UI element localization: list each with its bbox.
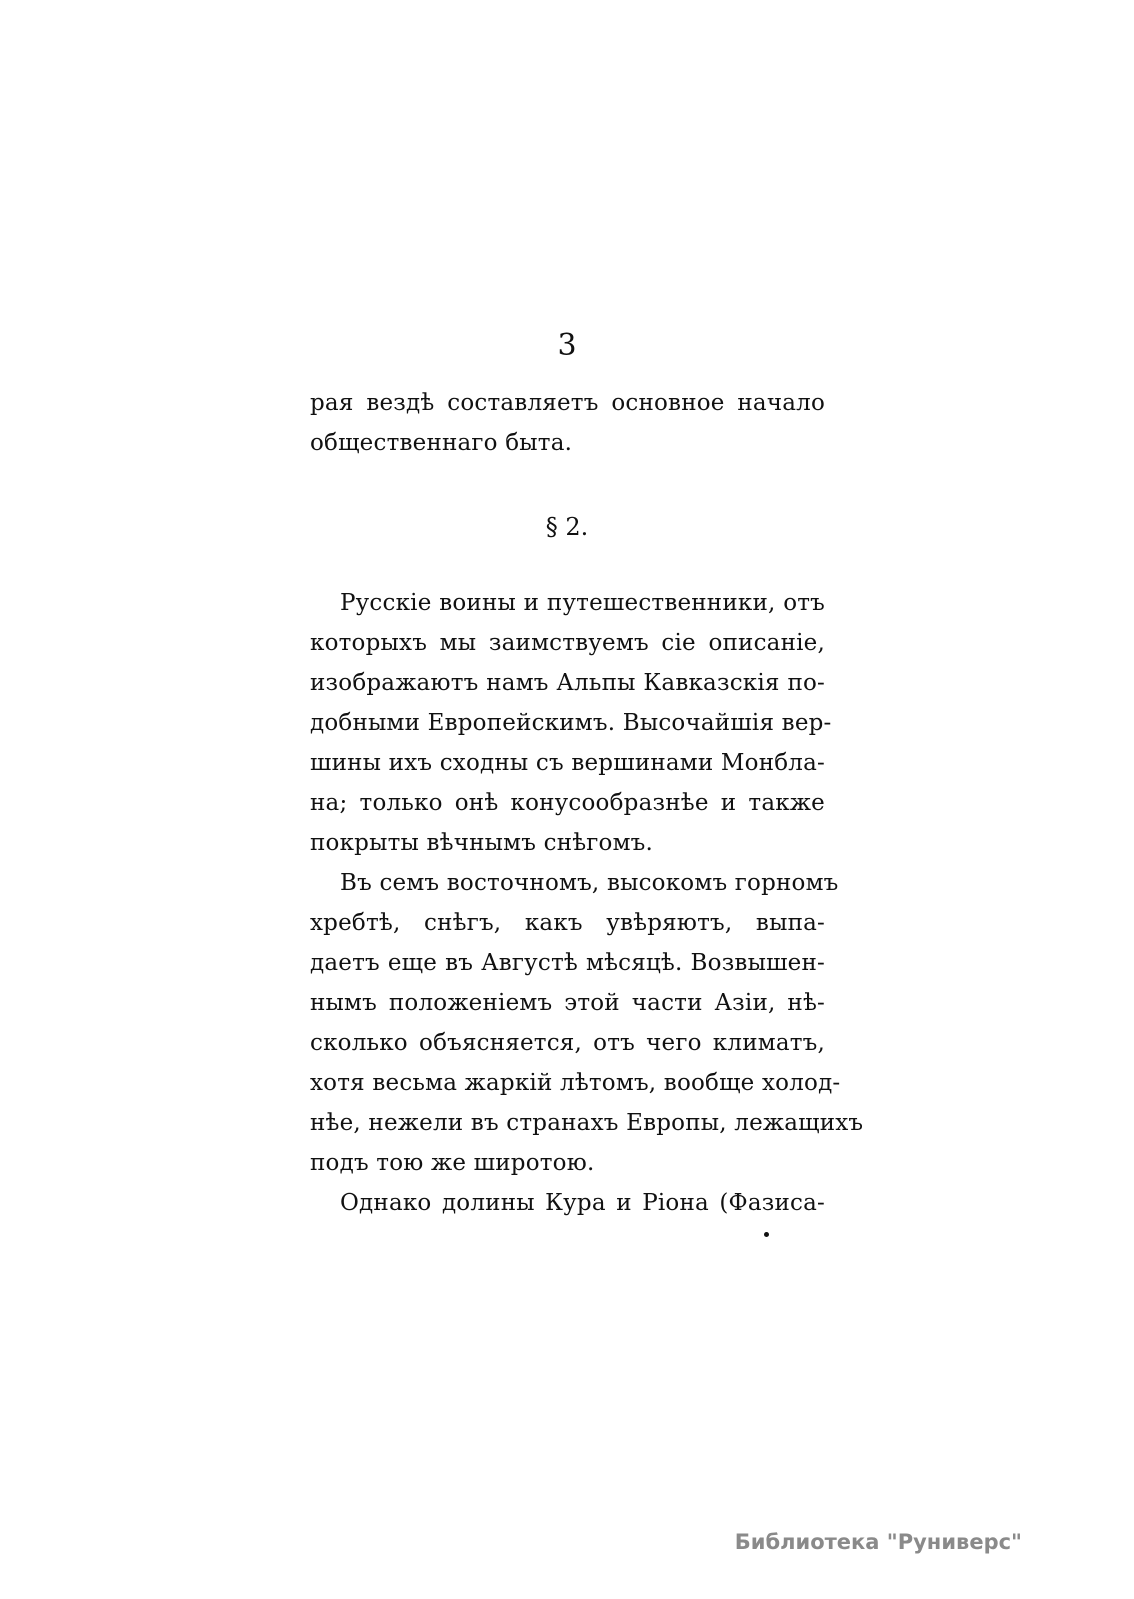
- paragraph-2-line-5: сколько объясняется, отъ чего климатъ,: [310, 1030, 825, 1056]
- paragraph-1-line-7: покрыты вѣчнымъ снѣгомъ.: [310, 830, 654, 856]
- paragraph-1-line-3: изображаютъ намъ Альпы Кавказскія по-: [310, 670, 825, 696]
- paragraph-2-line-7: нѣе, нежели въ странахъ Европы, лежащихъ: [310, 1110, 864, 1136]
- page-number: 3: [557, 328, 577, 363]
- paragraph-1-line-2: которыхъ мы заимствуемъ сіе описаніе,: [310, 630, 825, 656]
- paragraph-2-line-1: Въ семъ восточномъ, высокомъ горномъ: [340, 870, 839, 896]
- library-watermark: Библиотека "Руниверс": [734, 1530, 1022, 1554]
- paragraph-2-line-4: нымъ положеніемъ этой части Азіи, нѣ-: [310, 990, 825, 1016]
- paragraph-2-line-6: хотя весьма жаркій лѣтомъ, вообще холод-: [310, 1070, 841, 1096]
- text-line: общественнаго быта.: [310, 430, 573, 456]
- paragraph-2-line-2: хребтѣ, снѣгъ, какъ увѣряютъ, выпа-: [310, 910, 825, 936]
- section-heading: § 2.: [545, 513, 589, 541]
- paragraph-1-line-5: шины ихъ сходны съ вершинами Монбла-: [310, 750, 825, 776]
- paragraph-2-line-8: подъ тою же широтою.: [310, 1150, 595, 1176]
- paragraph-1-line-4: добными Европейскимъ. Высочайшія вер-: [310, 710, 832, 736]
- paragraph-1-line-1: Русскіе воины и путешественники, отъ: [340, 590, 825, 616]
- ink-speck: [764, 1232, 769, 1237]
- paragraph-1-line-6: на; только онѣ конусообразнѣе и также: [310, 790, 825, 816]
- paragraph-3-line-1: Однако долины Кура и Ріона (Фазиса-: [340, 1190, 825, 1216]
- paragraph-2-line-3: даетъ еще въ Августѣ мѣсяцѣ. Возвышен-: [310, 950, 825, 976]
- text-line: рая вездѣ составляетъ основное начало: [310, 390, 825, 416]
